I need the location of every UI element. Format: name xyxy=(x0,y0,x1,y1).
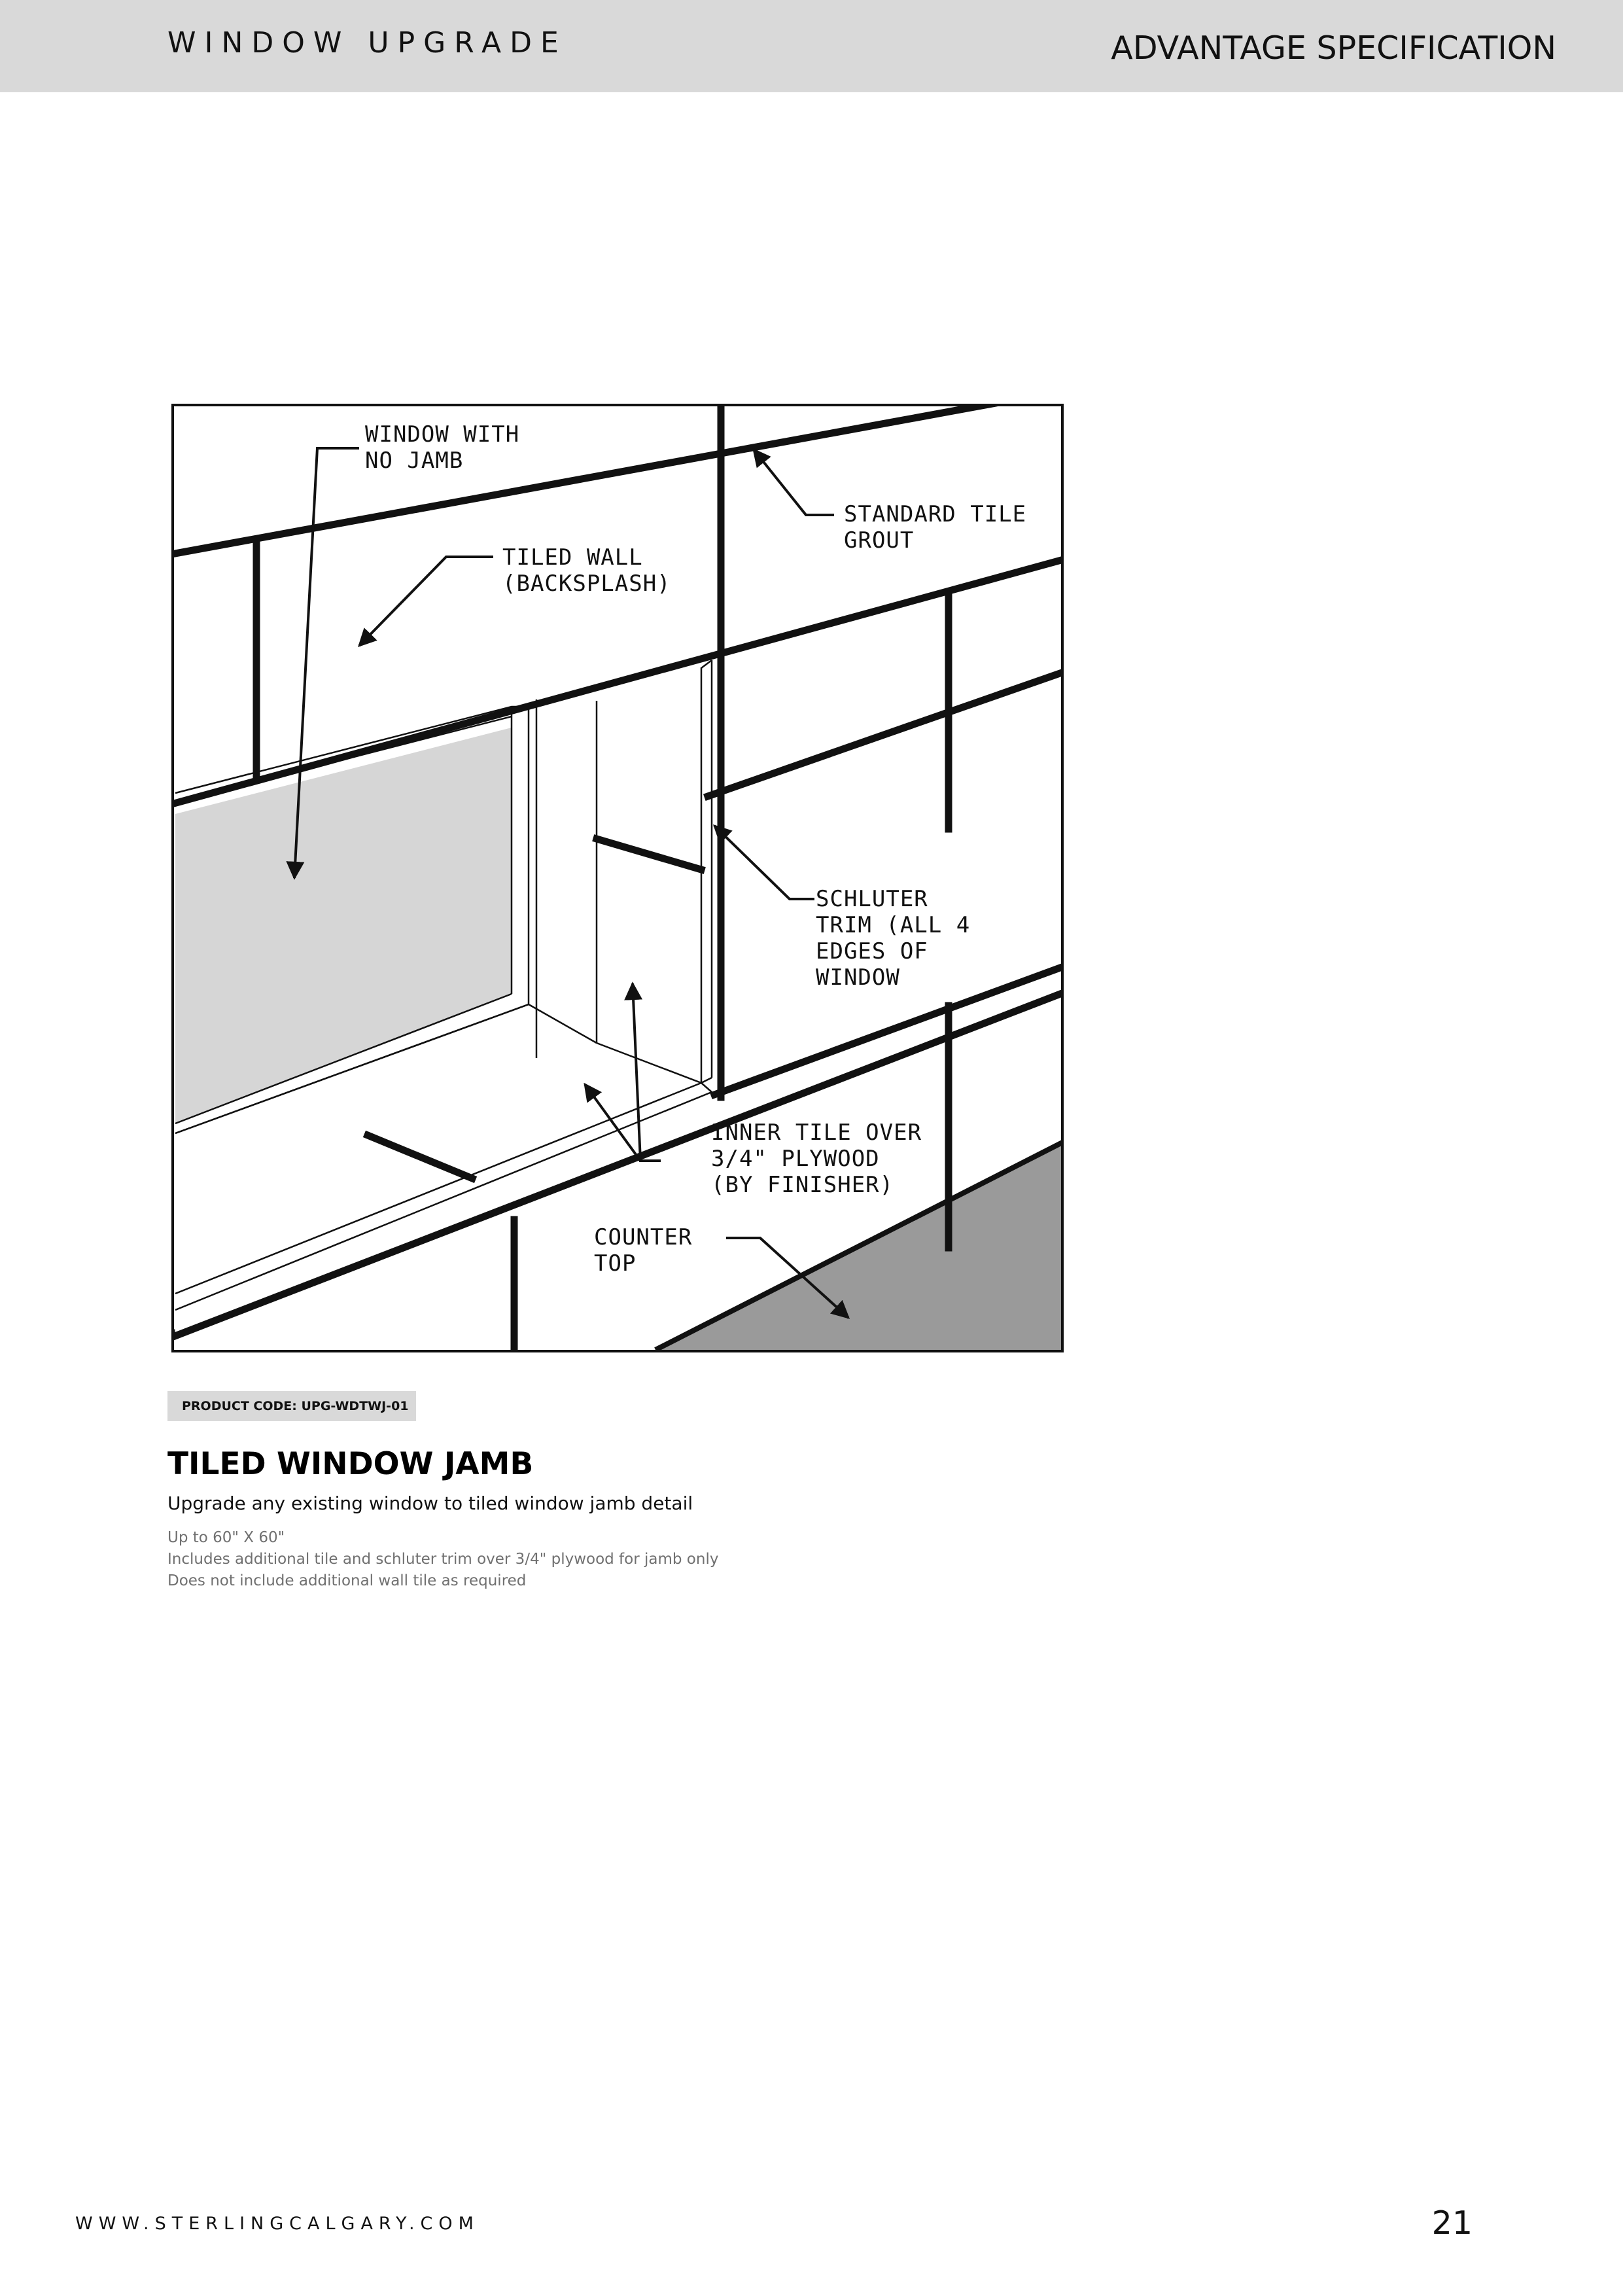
detail-size: Up to 60" X 60" xyxy=(167,1529,285,1546)
label-schluter-trim: SCHLUTER TRIM (ALL 4 EDGES OF WINDOW xyxy=(816,886,971,991)
page-number: 21 xyxy=(1431,2204,1473,2242)
section-title: WINDOW UPGRADE xyxy=(167,26,567,60)
spec-title: ADVANTAGE SPECIFICATION xyxy=(1111,29,1556,67)
leader-standard-grout xyxy=(754,450,834,515)
label-inner-tile: INNER TILE OVER 3/4" PLYWOOD (BY FINISHER) xyxy=(711,1120,922,1198)
leader-inner-tile-a xyxy=(633,983,661,1161)
detail-includes: Includes additional tile and schluter trim over 3/4" plywood for jamb only xyxy=(167,1551,719,1568)
detail-excludes: Does not include additional wall tile as required xyxy=(167,1572,527,1589)
product-title: TILED WINDOW JAMB xyxy=(167,1446,534,1482)
header-bar xyxy=(0,0,1623,92)
footer-website-link[interactable]: WWW.STERLINGCALGARY.COM xyxy=(75,2214,480,2234)
label-tiled-wall: TILED WALL (BACKSPLASH) xyxy=(502,544,671,597)
label-counter-top: COUNTER TOP xyxy=(594,1224,693,1277)
label-window-no-jamb: WINDOW WITH NO JAMB xyxy=(365,421,520,474)
label-standard-grout: STANDARD TILE GROUT xyxy=(844,501,1027,554)
product-subtitle: Upgrade any existing window to tiled window jamb detail xyxy=(167,1492,693,1514)
leader-schluter-trim xyxy=(714,826,814,899)
window-jamb-detail-drawing xyxy=(171,404,1064,1352)
product-details-list xyxy=(167,1527,718,1592)
leader-tiled-wall xyxy=(359,557,493,646)
product-code-badge: PRODUCT CODE: UPG-WDTWJ-01 xyxy=(167,1391,416,1421)
